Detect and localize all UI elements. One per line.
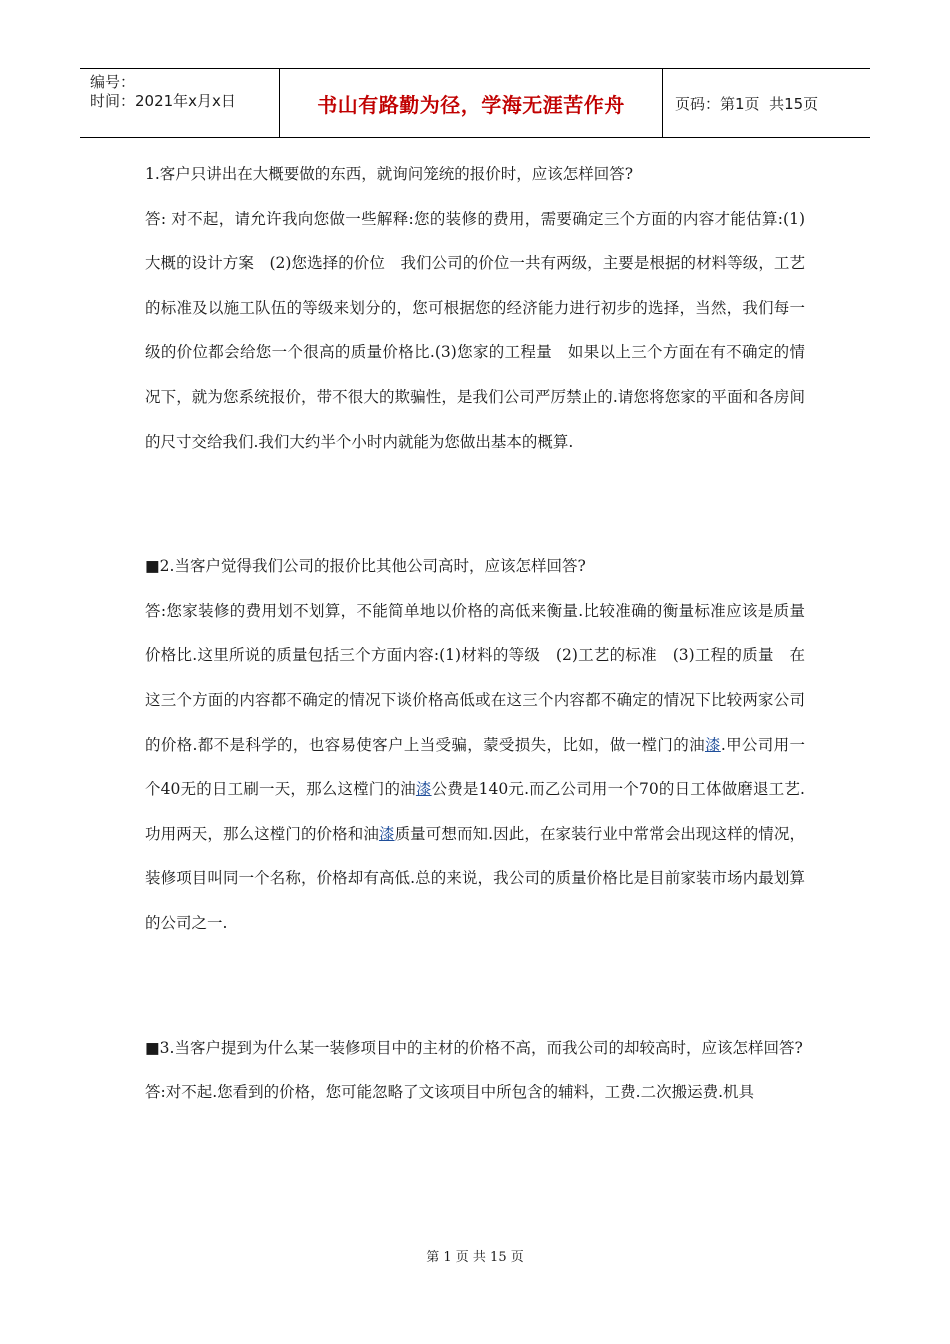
spacer bbox=[145, 946, 805, 1026]
document-body bbox=[145, 152, 805, 1115]
question-1-answer: 答: 对不起，请允许我向您做一些解释:您的装修的费用，需要确定三个方面的内容才能估算:(1)大概的设计方案 (2)您选择的价位 我们公司的价位一共有两级，主要是根据的材料等级，工艺的标准及以施工队伍的等级来划分的，您可根据您的经济能力进行初步的选择，当然，我们每一级的价位都会给您一个很高的质量价格比.(3)您家的工程量 如果以上三个方面在有不确定的情况下，就为您系统报价，带不很大的欺骗性，是我们公司严厉禁止的.请您将您家的平面和各房间的尺寸交给我们.我们大约半个小时内就能为您做出基本的概算. bbox=[145, 209, 805, 451]
paint-link[interactable]: 漆 bbox=[415, 780, 432, 799]
header-left-cell bbox=[80, 69, 280, 137]
question-3-title: 3.当客户提到为什么某一装修项目中的主材的价格不高，而我公司的却较高时，应该怎样回答? bbox=[159, 1038, 803, 1057]
motto: 书山有路勤为径，学海无涯苦作舟 bbox=[280, 69, 663, 137]
paint-link[interactable]: 漆 bbox=[704, 735, 721, 754]
question-2 bbox=[145, 544, 805, 589]
square-bullet-icon: ■ bbox=[145, 1038, 160, 1057]
time-label: 时间：2021年x月x日 bbox=[90, 92, 236, 110]
question-2-title: 2.当客户觉得我们公司的报价比其他公司高时，应该怎样回答? bbox=[159, 557, 586, 576]
question-3-answer: 答:对不起.您看到的价格，您可能忽略了文该项目中所包含的辅料，工费.二次搬运费.机具 bbox=[145, 1083, 755, 1102]
question-1-title: 1.客户只讲出在大概要做的东西，就询问笼统的报价时，应该怎样回答? bbox=[145, 165, 634, 183]
answer-2-part-a: 答:您家装修的费用划不划算，不能简单地以价格的高低来衡量.比较准确的衡量标准应该是质量价格比.这里所说的质量包括三个方面内容:(1)材料的等级 (2)工艺的标准 (3)工程的质量 在这三个方面的内容都不确定的情况下谈价格高低或在这三个内容都不确定的情况下比较两家公司的价格.都不是科学的，也容易使客户上当受骗，蒙受损失，比如，做一樘门的油 bbox=[145, 601, 805, 754]
paint-link[interactable]: 漆 bbox=[378, 824, 395, 843]
spacer bbox=[145, 464, 805, 544]
square-bullet-icon: ■ bbox=[145, 557, 160, 576]
question-2-answer bbox=[145, 589, 805, 946]
code-label: 编号： bbox=[90, 73, 136, 91]
answer-2-part-d: 质量可想而知.因此，在家装行业中常常会出现这样的情况，装修项目叫同一个名称，价格却有高低.总的来说，我公司的质量价格比是目前家装市场内最划算的公司之一. bbox=[145, 824, 805, 932]
page-info: 页码：第1页 共15页 bbox=[675, 94, 819, 113]
header-table bbox=[80, 68, 870, 138]
answer-2-part-c: 公费是140元.而乙公司用一个70的日工体做磨退工艺.功用两天，那么这樘门的价格和油 bbox=[145, 780, 805, 843]
answer-2-part-b: .甲公司用一个40无的日工刷一天，那么这樘门的油 bbox=[145, 735, 805, 799]
question-3 bbox=[145, 1026, 805, 1071]
page-footer: 第 1 页 共 15 页 bbox=[426, 1250, 524, 1265]
header-page-cell bbox=[663, 69, 870, 137]
